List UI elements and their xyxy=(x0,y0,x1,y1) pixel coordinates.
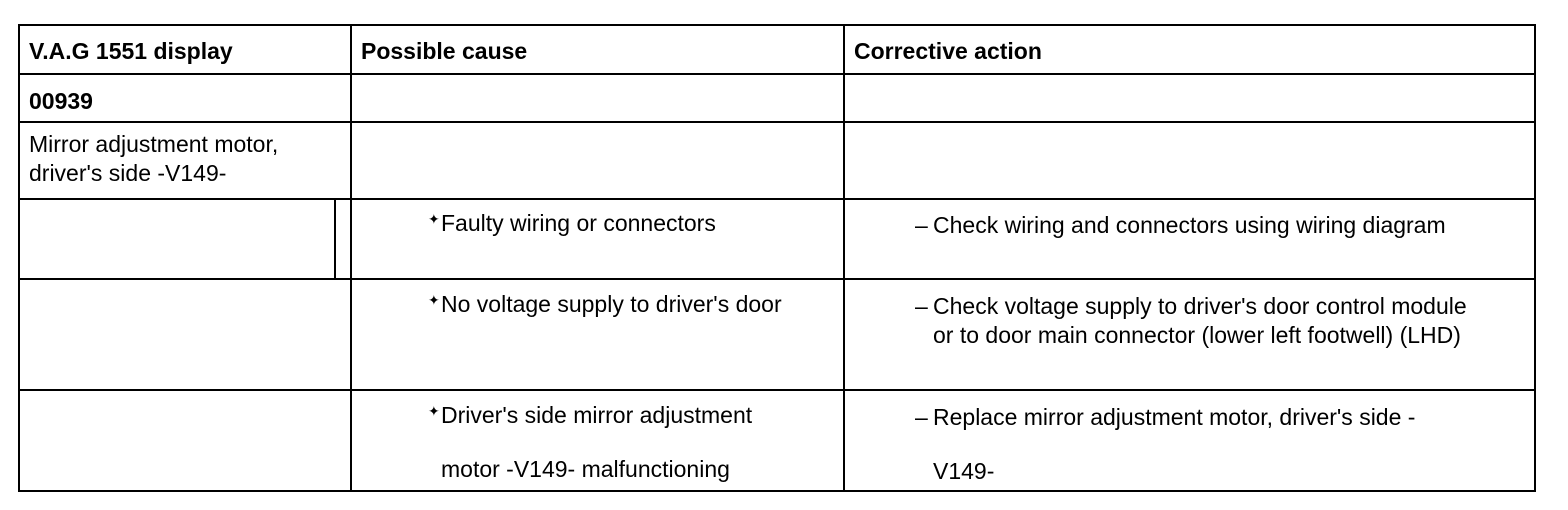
empty-cell xyxy=(352,75,845,121)
action-text: Check wiring and connectors using wiring diagram xyxy=(933,212,1446,238)
action-text: Check voltage supply to driver's door control module or to door main connector (lower left footwell) (LHD) xyxy=(933,293,1467,348)
cause-text: No voltage supply to driver's door xyxy=(441,291,782,317)
table-row xyxy=(20,200,1534,280)
dash-icon: – xyxy=(915,404,928,430)
action-cell xyxy=(845,280,1534,389)
cause-cell xyxy=(352,280,845,389)
fault-code: 00939 xyxy=(20,75,352,121)
bullet-icon: ✦ xyxy=(428,211,440,227)
bullet-icon: ✦ xyxy=(428,292,440,308)
fault-code-row xyxy=(20,75,1534,123)
action-item xyxy=(915,292,1484,350)
fault-table xyxy=(18,24,1536,492)
table-row xyxy=(20,391,1534,490)
header-corrective-action: Corrective action xyxy=(854,38,1042,64)
fault-description xyxy=(20,123,352,198)
fault-description-row xyxy=(20,123,1534,200)
cause-text xyxy=(441,401,833,484)
action-text-line1: Replace mirror adjustment motor, driver's side - xyxy=(933,404,1416,430)
fault-description-line1: Mirror adjustment motor, xyxy=(29,131,279,157)
action-cell xyxy=(845,391,1534,490)
table-row xyxy=(20,280,1534,391)
empty-cell xyxy=(352,123,845,198)
cause-text-line2: motor -V149- malfunctioning xyxy=(441,456,730,482)
empty-cell xyxy=(20,280,352,389)
cause-cell xyxy=(352,391,845,490)
action-cell xyxy=(845,200,1534,278)
cause-item xyxy=(428,209,833,238)
empty-cell xyxy=(845,75,1534,121)
fault-description-line2: driver's side -V149- xyxy=(29,160,227,186)
cause-cell xyxy=(352,200,845,278)
header-possible-cause: Possible cause xyxy=(352,26,845,73)
action-item xyxy=(915,211,1514,240)
dash-icon: – xyxy=(915,212,928,238)
empty-cell xyxy=(20,391,352,490)
dash-icon: – xyxy=(915,293,928,319)
action-text xyxy=(933,403,1514,486)
bullet-icon: ✦ xyxy=(428,403,440,419)
cause-text-line1: Driver's side mirror adjustment xyxy=(441,402,753,428)
inner-divider xyxy=(334,200,336,278)
cause-text: Faulty wiring or connectors xyxy=(441,210,716,236)
action-item xyxy=(915,403,1514,486)
empty-cell xyxy=(20,200,352,278)
table-header-row xyxy=(20,26,1534,75)
empty-cell xyxy=(845,123,1534,198)
action-text-line2: V149- xyxy=(933,458,995,484)
cause-item xyxy=(428,401,833,484)
header-vag-display: V.A.G 1551 display xyxy=(20,26,352,73)
cause-item xyxy=(428,290,803,319)
